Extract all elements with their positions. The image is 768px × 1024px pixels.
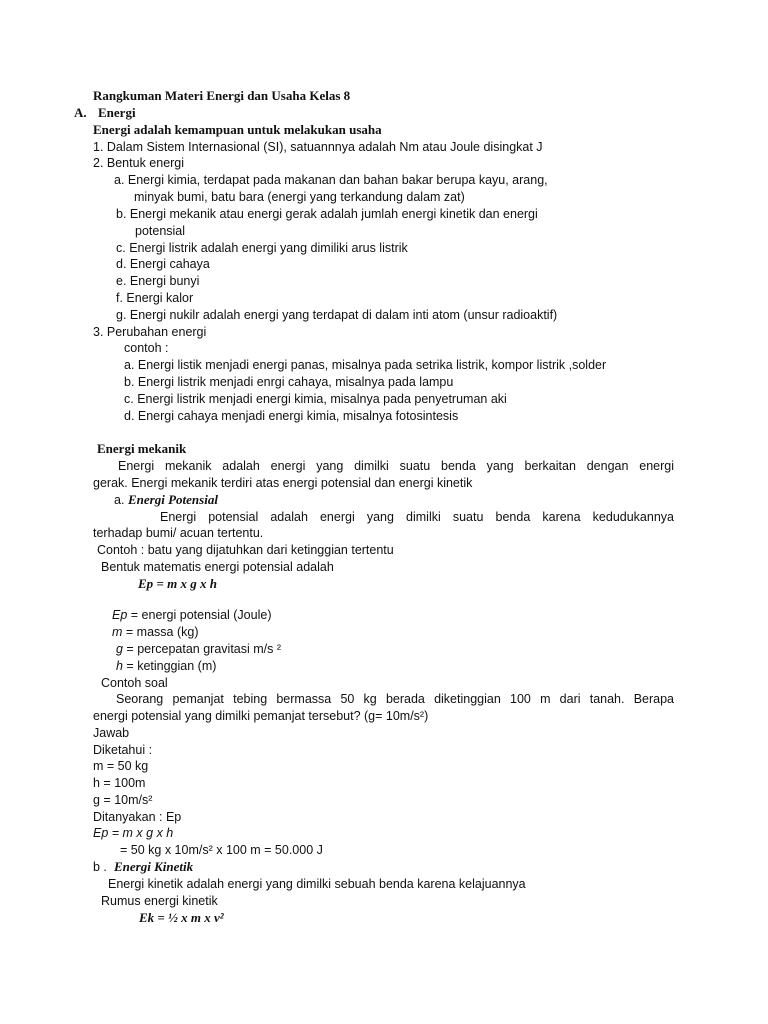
energy-definition: Energi adalah kemampuan untuk melakukan usaha: [93, 122, 382, 137]
list-item: e. Energi bunyi: [116, 274, 200, 288]
jawab-label: Jawab: [93, 726, 130, 740]
ditanyakan-label: Ditanyakan : Ep: [93, 810, 182, 824]
mekanik-heading: Energi mekanik: [97, 441, 187, 456]
list-item: 2. Bentuk energi: [93, 156, 185, 170]
list-item: b. Energi listrik menjadi enrgi cahaya, misalnya pada lampu: [124, 375, 454, 389]
list-item: potensial: [135, 224, 186, 238]
paragraph-line: Contoh : batu yang dijatuhkan dari ketinggian tertentu: [97, 543, 394, 557]
paragraph-line: Seorang pemanjat tebing bermassa 50 kg berada diketinggian 100 m dari tanah. Berapa: [116, 692, 674, 706]
list-item: 3. Perubahan energi: [93, 325, 207, 339]
section-a-label: A.: [74, 105, 87, 120]
list-item: a. Energi listik menjadi energi panas, misalnya pada setrika listrik, kompor listrik ,solder: [124, 358, 607, 372]
given-value: g = 10m/s²: [93, 793, 153, 807]
list-item: c. Energi listrik adalah energi yang dimiliki arus listrik: [116, 241, 408, 255]
list-item: g. Energi nukilr adalah energi yang terdapat di dalam inti atom (unsur radioaktif): [116, 308, 558, 322]
paragraph-line: Energi potensial adalah energi yang dimilki suatu benda karena kedudukannya: [160, 510, 674, 524]
paragraph-line: Rumus energi kinetik: [101, 894, 218, 908]
list-item: f. Energi kalor: [116, 291, 194, 305]
contoh-soal-label: Contoh soal: [101, 676, 168, 690]
variable-definition: h = ketinggian (m): [116, 659, 217, 673]
paragraph-line: Energi kinetik adalah energi yang dimilki sebuah benda karena kelajuannya: [108, 877, 526, 891]
given-value: h = 100m: [93, 776, 146, 790]
potensial-heading: Energi Potensial: [128, 492, 218, 507]
list-item: 1. Dalam Sistem Internasional (SI), satuannnya adalah Nm atau Joule disingkat J: [93, 140, 543, 154]
paragraph-line: Energi mekanik adalah energi yang dimilki suatu benda yang berkaitan dengan energi: [118, 459, 674, 473]
list-item: a. Energi kimia, terdapat pada makanan dan bahan bakar berupa kayu, arang,: [114, 173, 548, 187]
paragraph-line: energi potensial yang dimilki pemanjat tersebut? (g= 10m/s²): [93, 709, 429, 723]
kinetik-label: b .: [93, 860, 107, 874]
potensial-label: a.: [114, 493, 125, 507]
paragraph-line: Bentuk matematis energi potensial adalah: [101, 560, 334, 574]
variable-definition: m = massa (kg): [112, 625, 199, 639]
section-a-title: Energi: [98, 105, 136, 120]
document-title: Rangkuman Materi Energi dan Usaha Kelas 8: [93, 88, 351, 103]
list-item: c. Energi listrik menjadi energi kimia, misalnya pada penyetruman aki: [124, 392, 507, 406]
list-item: d. Energi cahaya menjadi energi kimia, misalnya fotosintesis: [124, 409, 459, 423]
list-item: contoh :: [124, 341, 169, 355]
paragraph-line: gerak. Energi mekanik terdiri atas energi potensial dan energi kinetik: [93, 476, 473, 490]
calc-result: = 50 kg x 10m/s² x 100 m = 50.000 J: [120, 843, 323, 857]
variable-definition: Ep = energi potensial (Joule): [112, 608, 272, 622]
calc-formula: Ep = m x g x h: [93, 826, 174, 840]
list-item: d. Energi cahaya: [116, 257, 210, 271]
given-value: m = 50 kg: [93, 759, 149, 773]
list-item: minyak bumi, batu bara (energi yang terkandung dalam zat): [134, 190, 465, 204]
variable-definition: g = percepatan gravitasi m/s ²: [116, 642, 282, 656]
kinetik-heading: Energi Kinetik: [114, 859, 194, 874]
paragraph-line: terhadap bumi/ acuan tertentu.: [93, 526, 264, 540]
kinetic-energy-formula: Ek = ½ x m x v²: [139, 910, 224, 925]
list-item: b. Energi mekanik atau energi gerak adalah jumlah energi kinetik dan energi: [116, 207, 538, 221]
diketahui-label: Diketahui :: [93, 743, 153, 757]
potential-energy-formula: Ep = m x g x h: [138, 576, 217, 591]
